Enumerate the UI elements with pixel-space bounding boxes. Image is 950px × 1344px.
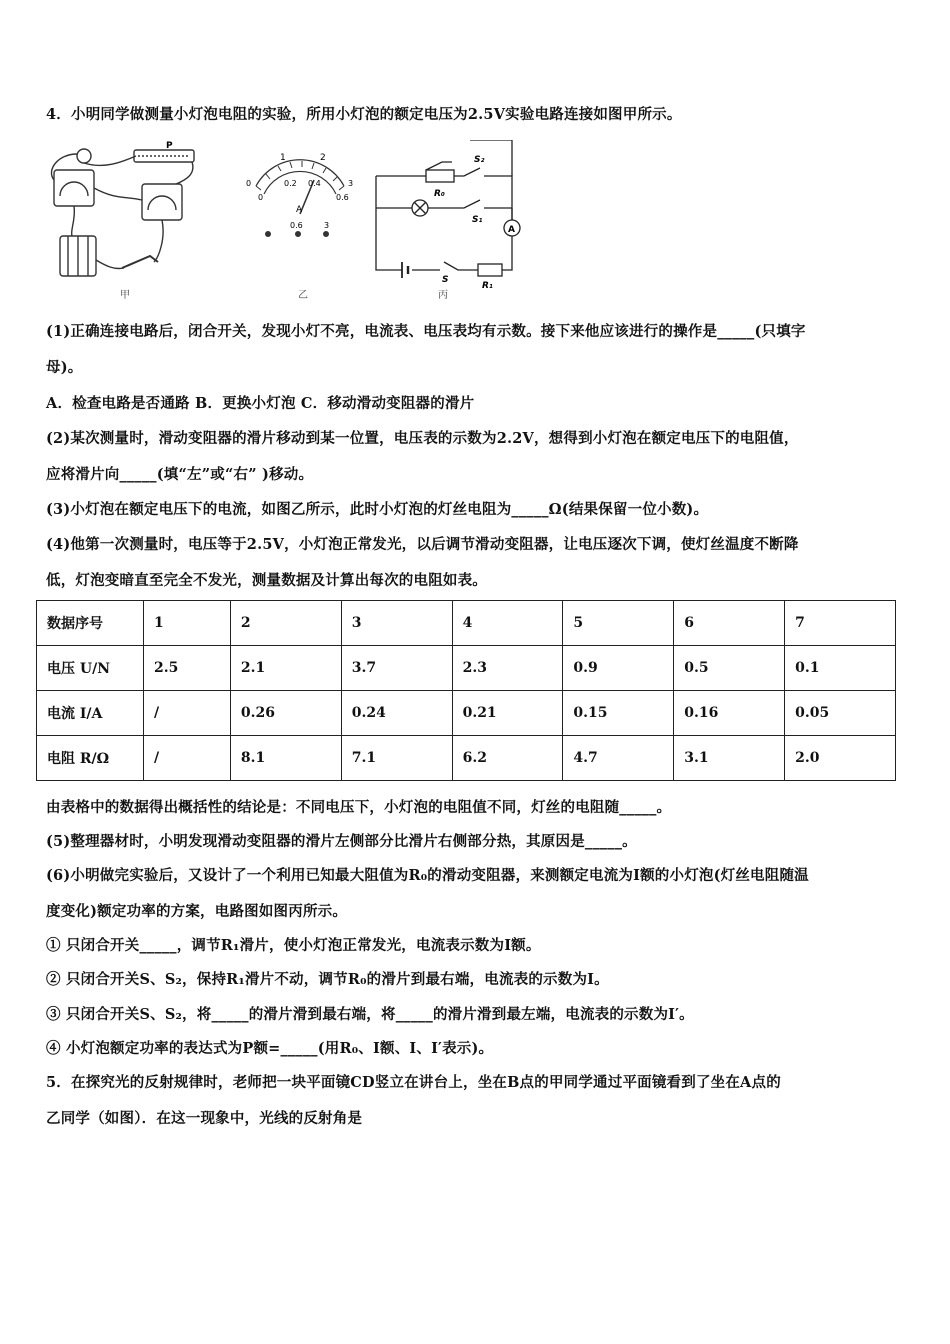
table-cell: 2.1 <box>230 646 341 691</box>
part-4-line-b: 低，灯泡变暗直至完全不发光，测量数据及计算出每次的电阻如表。 <box>46 572 487 589</box>
caption-yi: 乙 <box>298 290 308 300</box>
part-6-line-b: 度变化)额定功率的方案，电路图如图丙所示。 <box>46 903 348 920</box>
terminal-minus <box>265 231 271 237</box>
part-1-line-a: (1)正确连接电路后，闭合开关，发现小灯不亮，电流表、电压表均有示数。接下来他应该进行的操作是_____(只填字 <box>46 323 806 340</box>
table-cell: 数据序号 <box>37 601 144 646</box>
scale-top-2: 2 <box>320 153 326 163</box>
scale-inner-1: 0.2 <box>284 179 297 188</box>
part-6-line-a: (6)小明做完实验后，又设计了一个利用已知最大阻值为R₀的滑动变阻器，来测额定电流为I额的小灯泡(灯丝电阻随温 <box>46 867 809 884</box>
table-cell: 电流 I/A <box>37 691 144 736</box>
step-2: ② 只闭合开关S、S₂，保持R₁滑片不动，调节R₀的滑片到最右端，电流表的示数为I。 <box>46 971 609 988</box>
question-5-line-b: 乙同学（如图）．在这一现象中，光线的反射角是 <box>46 1110 363 1127</box>
ammeter-icon <box>142 184 182 220</box>
table-cell: 0.21 <box>452 691 563 736</box>
r1-rheostat-icon <box>478 264 502 276</box>
table-cell: 0.05 <box>785 691 896 736</box>
table-cell: / <box>144 691 231 736</box>
scale-end-left-outer: 0 <box>246 179 252 188</box>
scale-end-right-outer: 3 <box>348 179 354 188</box>
part-5-line: (5)整理器材时，小明发现滑动变阻器的滑片左侧部分比滑片右侧部分热，其原因是_____。 <box>46 833 637 850</box>
label-ammeter: A <box>508 225 515 235</box>
table-cell: 3.7 <box>341 646 452 691</box>
table-row <box>37 691 896 736</box>
table-cell: 0.15 <box>563 691 674 736</box>
unit-label: A <box>296 205 303 215</box>
step-1: ① 只闭合开关_____，调节R₁滑片，使小灯泡正常发光，电流表示数为I额。 <box>46 937 541 954</box>
label-s2: S₂ <box>474 155 485 165</box>
label-s1: S₁ <box>472 215 483 225</box>
part-1-options: A．检查电路是否通路 B．更换小灯泡 C．移动滑动变阻器的滑片 <box>46 395 475 412</box>
label-r1: R₁ <box>482 281 493 291</box>
scale-end-left-inner: 0 <box>258 193 264 202</box>
table-cell: 2.5 <box>144 646 231 691</box>
scale-top-1: 1 <box>280 153 286 163</box>
table-cell: 4 <box>452 601 563 646</box>
step-3: ③ 只闭合开关S、S₂，将_____的滑片滑到最右端，将_____的滑片滑到最左端，电流表的示数为I′。 <box>46 1006 694 1023</box>
rheostat-p-label: P <box>166 141 173 151</box>
table-cell: 3.1 <box>674 736 785 781</box>
table-cell: 6.2 <box>452 736 563 781</box>
label-r0: R₀ <box>434 189 445 199</box>
table-cell: 0.5 <box>674 646 785 691</box>
table-cell: 2 <box>230 601 341 646</box>
terminal-06 <box>295 231 301 237</box>
table-row <box>37 736 896 781</box>
table-cell: 2.0 <box>785 736 896 781</box>
scale-end-right-inner: 0.6 <box>336 193 349 202</box>
figure-jia-apparatus <box>46 140 216 300</box>
table-cell: 6 <box>674 601 785 646</box>
voltmeter-icon <box>54 170 94 206</box>
table-row <box>37 646 896 691</box>
bulb-icon <box>77 149 91 163</box>
terminal-3 <box>323 231 329 237</box>
dial-arc <box>256 160 344 186</box>
table-cell: 7 <box>785 601 896 646</box>
figure-bing-circuit <box>372 140 522 300</box>
table-cell: 4.7 <box>563 736 674 781</box>
caption-bing: 丙 <box>438 290 448 300</box>
table-cell: 0.24 <box>341 691 452 736</box>
table-cell: 0.26 <box>230 691 341 736</box>
terminal-label-06: 0.6 <box>290 221 303 230</box>
question-4-title: 4．小明同学做测量小灯泡电阻的实验，所用小灯泡的额定电压为2.5V实验电路连接如图甲所示。 <box>46 106 682 123</box>
table-cell: 电阻 R/Ω <box>37 736 144 781</box>
terminal-label-3: 3 <box>324 221 330 230</box>
table-cell: 0.1 <box>785 646 896 691</box>
part-2-line-b: 应将滑片向_____(填“左”或“右” )移动。 <box>46 466 314 483</box>
scale-inner-2: 0.4 <box>308 179 321 188</box>
table-conclusion: 由表格中的数据得出概括性的结论是：不同电压下，小灯泡的电阻值不同，灯丝的电阻随_____。 <box>46 799 672 816</box>
table-cell: 0.16 <box>674 691 785 736</box>
table-cell: 7.1 <box>341 736 452 781</box>
part-2-line-a: (2)某次测量时，滑动变阻器的滑片移动到某一位置，电压表的示数为2.2V，想得到小灯泡在额定电压下的电阻值， <box>46 430 799 447</box>
table-cell: 0.9 <box>563 646 674 691</box>
question-5-line-a: 5．在探究光的反射规律时，老师把一块平面镜CD竖立在讲台上，坐在B点的甲同学通过平面镜看到了坐在A点的 <box>46 1074 781 1091</box>
table-cell: 3 <box>341 601 452 646</box>
table-cell: 1 <box>144 601 231 646</box>
figure-yi-ammeter-dial <box>240 140 360 300</box>
r0-resistor-icon <box>426 170 454 182</box>
label-s: S <box>442 275 449 285</box>
measurement-table <box>36 600 896 781</box>
part-1-line-b: 母)。 <box>46 359 83 376</box>
table-cell: / <box>144 736 231 781</box>
table-cell: 2.3 <box>452 646 563 691</box>
table-row <box>37 601 896 646</box>
part-4-line-a: (4)他第一次测量时，电压等于2.5V，小灯泡正常发光，以后调节滑动变阻器，让电压逐次下调，使灯丝温度不断降 <box>46 536 799 553</box>
table-cell: 8.1 <box>230 736 341 781</box>
part-3-line: (3)小灯泡在额定电压下的电流，如图乙所示，此时小灯泡的灯丝电阻为_____Ω(结果保留一位小数)。 <box>46 501 709 518</box>
table-cell: 5 <box>563 601 674 646</box>
caption-jia: 甲 <box>120 290 130 300</box>
table-cell: 电压 U/N <box>37 646 144 691</box>
step-4: ④ 小灯泡额定功率的表达式为P额=_____(用R₀、I额、I、I′表示)。 <box>46 1040 494 1057</box>
